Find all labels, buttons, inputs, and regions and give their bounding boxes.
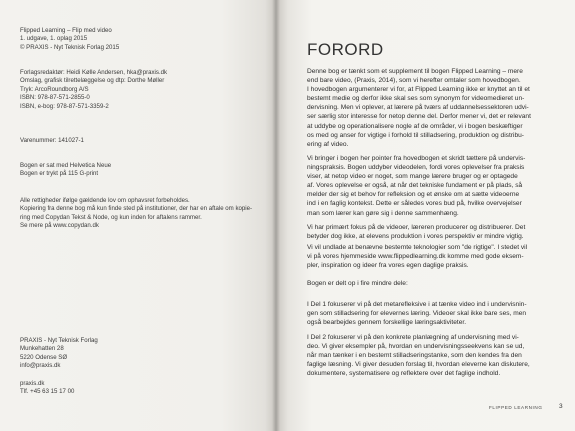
text-line: faglige læsning. Vi giver desuden forslag til, hvordan eleverne kan diskutere, (307, 361, 530, 369)
text-line: når man tænker i en bestemt stilladseringstanke, som den kendes fra den (307, 352, 522, 360)
colophon-line: Kopiering fra denne bog må kun finde sted på institutioner, der har en aftale om kopie- (20, 205, 253, 213)
colophon-line: ISBN: 978-87-571-2855-0 (20, 94, 90, 102)
colophon-line: © PRAXIS - Nyt Teknisk Forlag 2015 (20, 43, 120, 51)
text-line: Vi bringer i bogen her pointer fra hovedbogen et skridt tættere på undervis- (307, 155, 526, 162)
colophon-line: info@praxis.dk (20, 362, 61, 370)
colophon-line: PRAXIS - Nyt Teknisk Forlag (20, 337, 98, 344)
text-line: ering af video. (307, 140, 349, 148)
text-line: betyder dog ikke, at elevens produktion i vores perspektiv er mindre vigtig. (307, 233, 524, 241)
text-line: I hovedbogen argumenterer vi for, at Flipped Learning ikke er knyttet an til et (307, 86, 530, 94)
text-line: Denne bog er tænkt som et supplement til bogen Flipped Learning – mere (307, 68, 523, 75)
text-line: os med og anser for vigtige i forhold til stilladsering, produktion og distribu- (307, 131, 524, 139)
paragraph-del1 (307, 300, 547, 327)
colophon-line: 5220 Odense SØ (20, 353, 68, 361)
colophon-line: Se mere på www.copydan.dk (20, 222, 99, 230)
colophon-line: Tlf. +45 63 15 17 00 (20, 388, 75, 396)
text-line: at uddybe og operationalisere nogle af de områder, vi i bogen beskæftiger (307, 122, 523, 130)
text-line: melder der sig et behov for refleksion og et ønske om at sætte videoerne (307, 191, 520, 199)
paragraph-parts (307, 279, 547, 288)
text-line: også bearbejdes gennem forskellige læringsaktiviteter. (307, 319, 467, 327)
book-spine (272, 0, 280, 431)
page-number: 3 (559, 403, 563, 410)
colophon-line: Bogen er sat med Helvetica Neue (20, 162, 112, 169)
text-line: Vi vil undlade at benævne bestemte teknologier som "de rigtige". I stedet vil (307, 244, 528, 251)
text-line: af. Vores oplevelse er også, at når det tekniske fundament er på plads, så (307, 182, 523, 190)
text-line: dervisning. Men vi oplever, at lærere på tværs af uddannelsessektoren udvi- (307, 104, 529, 112)
publisher-block (20, 337, 98, 371)
text-line: Bogen er delt op i fire mindre dele: (307, 280, 408, 287)
varenummer: Varenummer: 141027-1 (20, 137, 84, 144)
colophon-line: ring med Copydan Tekst & Node, og kun inden for aftalens rammer. (20, 213, 202, 221)
fonts-block (20, 162, 111, 179)
contact-block (20, 380, 74, 397)
page-heading: FORORD (307, 40, 384, 59)
colophon-line: ISBN, e-bog: 978-87-571-3359-2 (20, 102, 109, 110)
text-line: I Del 2 fokuserer vi på den konkrete planlægning af undervisning med vi- (307, 334, 519, 341)
varenummer-block (20, 137, 84, 145)
text-line: deo. Vi giver eksempler på, hvordan en undervisningsseekvens kan se ud, (307, 343, 525, 351)
text-line: ind i en faglig kontekst. Dette er således vores bud på, hvilke overvejelser (307, 200, 522, 208)
rights-block (20, 197, 252, 231)
paragraph-del2 (307, 333, 547, 378)
title-block (20, 27, 119, 52)
colophon-line: Alle rettigheder ifølge gældende lov om ophavsret forbeholdes. (20, 197, 190, 204)
paragraph-focus (307, 223, 547, 241)
colophon-line: praxis.dk (20, 380, 45, 387)
paragraph-intro (307, 67, 547, 149)
text-line: ningspraksis. Bogen uddyber videodelen, fordi vores oplevelser fra praksis (307, 164, 525, 172)
text-line: viser, at netop video er noget, som mange lærere bruger og er optagede (307, 173, 518, 181)
colophon-line: 1. udgave, 1. oplag 2015 (20, 35, 88, 43)
credits-block (20, 69, 167, 111)
running-footer: FLIPPED LEARNING (489, 405, 543, 410)
colophon-line: Munkehatten 28 (20, 345, 64, 353)
text-line: bestemt medie og derfor ikke skal ses som synonym for videomedieret un- (307, 95, 525, 103)
text-line: end bare video, (Praxis, 2014), som vi herefter omtaler som hovedbogen. (307, 77, 521, 85)
colophon-line: Flipped Learning – Flip med video (20, 27, 112, 34)
paragraph-technology (307, 243, 547, 270)
text-line: gen som stilladsering for elevernes læring. Videoer skal ikke bare ses, men (307, 310, 527, 318)
colophon-line: Tryk: ArcoRoundborg A/S (20, 85, 89, 93)
text-line: vi på vores hjemmeside www.flippedlearning.dk komme med gode eksem- (307, 253, 524, 261)
text-line: pler, inspiration og ideer fra vores egen daglige praksis. (307, 262, 469, 270)
text-line: ser særlig stor interesse for netop denne del. Derfor mener vi, det er relevant (307, 113, 531, 121)
colophon-line: Bogen er trykt på 115 G-print (20, 170, 99, 178)
paragraph-practice (307, 154, 547, 218)
text-line: I Del 1 fokuserer vi på det metarefleksive i at tænke video ind i undervisnin- (307, 301, 527, 308)
text-line: Vi har primært fokus på de videoer, læreren producerer og distribuerer. Det (307, 224, 526, 231)
colophon-line: Omslag, grafisk tilrettelæggelse og dtp: Dorthe Møller (20, 77, 165, 85)
colophon-line: Forlagsredaktør: Heidi Kølle Andersen, hka@praxis.dk (20, 69, 168, 76)
text-line: man som lærer kan gøre sig i denne sammenhæng. (307, 209, 459, 217)
text-line: dokumentere, systematisere og reflektere over det faglige indhold. (307, 370, 501, 378)
